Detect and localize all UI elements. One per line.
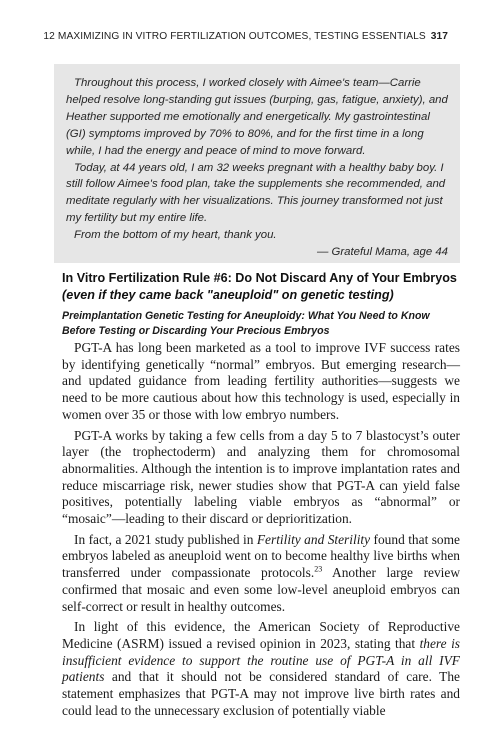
testimonial-signature: — Grateful Mama, age 44	[316, 246, 448, 259]
section-title	[62, 270, 462, 304]
journal-title: Fertility and Sterility	[256, 531, 371, 547]
body-paragraph: PGT-A has long been marketed as a tool to improve IVF success rates by identifying genetically “normal” embryos. But emerging research—and updated guidance from leading fertility authorities—suggests we need to be more cautious about how this technology is used, especially in women over 35 or those with low embryo numbers.	[62, 340, 460, 422]
running-title: 12 MAXIMIZING IN VITRO FERTILIZATION OUTCOMES, TESTING ESSENTIALS	[43, 31, 426, 42]
body-paragraph	[62, 532, 460, 616]
body-text-run: In light of this evidence, the American Society of Reproductive Medicine (ASRM) issued a revised opinion in 2023, stating that	[62, 619, 460, 651]
testimonial-paragraph: From the bottom of my heart, thank you.	[74, 229, 277, 242]
body-text	[62, 340, 460, 723]
page-number: 317	[430, 31, 448, 42]
testimonial-box	[54, 64, 460, 263]
body-text-run: Another large review confirmed that mosaic and even some low-level aneuploid embryos can self-correct or result in healthy outcomes.	[62, 565, 460, 614]
body-paragraph: PGT-A works by taking a few cells from a day 5 to 7 blastocyst’s outer layer (the trophectoderm) and analyzing them for chromosomal abnormalities. Although the intention is to improve implantation rates and reduce miscarriage risk, newer studies show that PGT-A can yield false positives, potentially labeling viable embryos as “abnormal” or “mosaic”—leading to their discard or deprioritization.	[62, 427, 460, 527]
section-title-parenthetical: (even if they came back "aneuploid" on genetic testing)	[62, 288, 394, 302]
body-text-run: and that it should not be considered standard of care. The statement emphasizes that PGT-A may not improve live birth rates and could lead to the unnecessary exclusion of potentially viable	[62, 669, 460, 718]
section-title-main: In Vitro Fertilization Rule #6: Do Not Discard Any of Your Embryos	[62, 271, 457, 285]
testimonial-paragraph: Throughout this process, I worked closely with Aimee's team—Carrie helped resolve long-standing gut issues (burping, gas, fatigue, anxiety), and Heather supported me emotionally and energetically. My gastrointestinal (GI) symptoms improved by 70% to 80%, and for the first time in a long while, I had the energy and peace of mind to move forward.	[66, 77, 448, 157]
testimonial-paragraph: Today, at 44 years old, I am 32 weeks pregnant with a healthy baby boy. I still follow Aimee's food plan, take the supplements she recommended, and meditate regularly with her visualizations. This journey transformed not just my fertility but my entire life.	[66, 161, 446, 225]
running-header	[43, 31, 448, 42]
emphasized-quote: there is insufficient evidence to support the routine use of PGT-A in all IVF patients	[62, 635, 461, 685]
section-subtitle: Preimplantation Genetic Testing for Aneuploidy: What You Need to Know Before Testing or Discarding Your Precious Embryos	[62, 310, 430, 337]
body-paragraph	[62, 619, 460, 719]
body-text-run: found that some embryos labeled as aneuploid went on to become healthy live births when transferred under compassionate protocols.	[62, 531, 460, 581]
footnote-reference: 23	[314, 564, 323, 574]
body-text-run: In fact, a 2021 study published in	[74, 531, 254, 547]
